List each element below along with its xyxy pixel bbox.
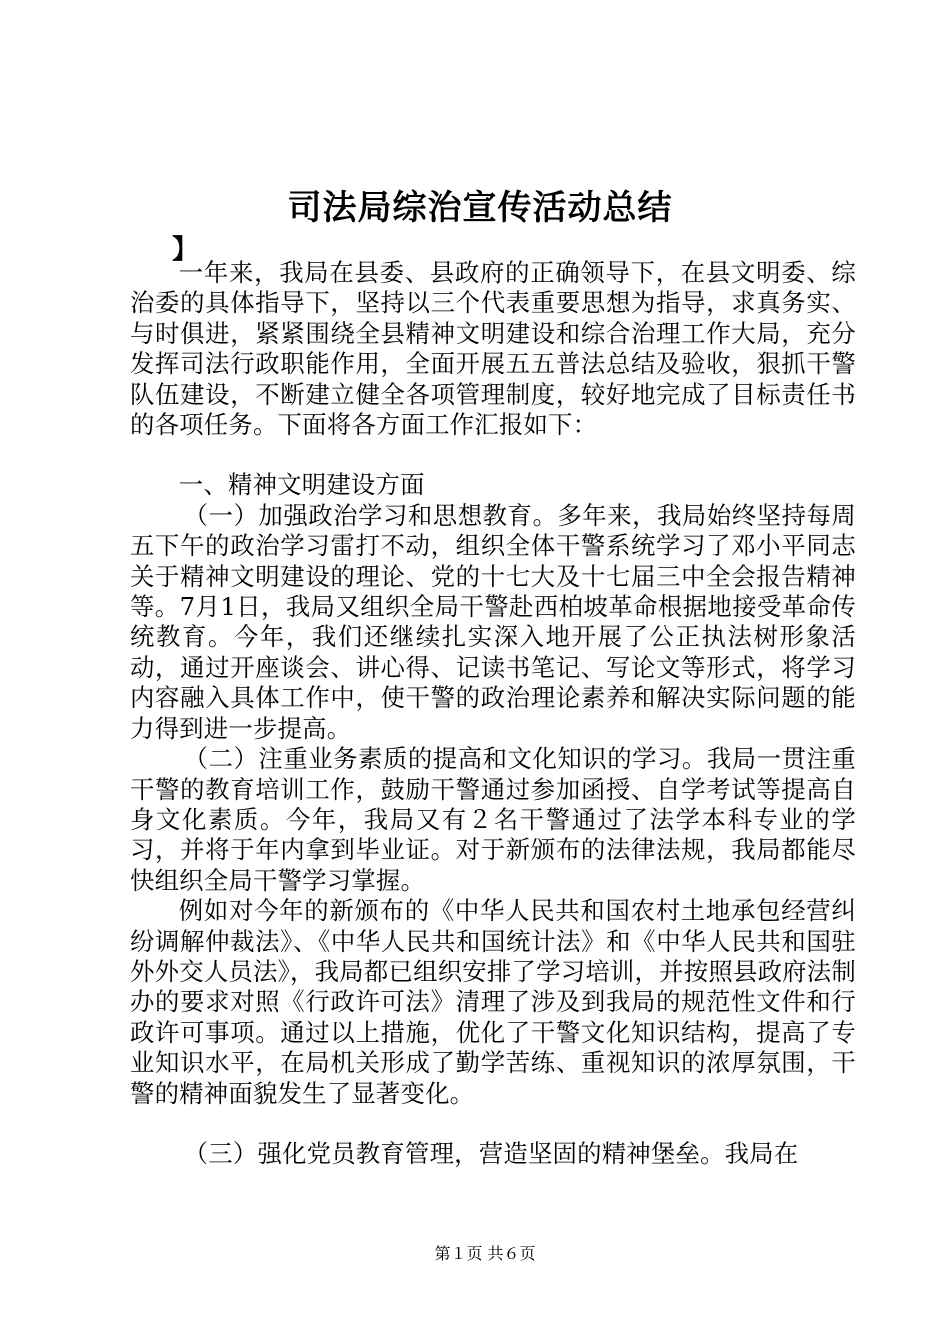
- intro-paragraph: 一年来，我局在县委、县政府的正确领导下，在县文明委、综治委的具体指导下，坚持以三个代表重要思想为指导，求真务实、与时俱进，紧紧围绕全县精神文明建设和综合治理工作大局，充分发挥司法行政职能作用，全面开展五五普法总结及验收，狠抓干警队伍建设，不断建立健全各项管理制度，较好地完成了目标责任书的各项任务。下面将各方面工作汇报如下：: [130, 258, 856, 440]
- page-footer: 第１页 共６页: [434, 1244, 536, 1263]
- body-paragraph: （三）强化党员教育管理，营造坚固的精神堡垒。我局在: [183, 1138, 799, 1168]
- document-title: 司法局综治宣传活动总结: [287, 188, 673, 228]
- document-body: [130, 258, 856, 1169]
- bracket-mark: 】: [172, 235, 199, 265]
- body-paragraph: （一）加强政治学习和思想教育。多年来，我局始终坚持每周五下午的政治学习雷打不动，组织全体干警系统学习了邓小平同志关于精神文明建设的理论、党的十七大及十七届三中全会报告精神等。7月1日，我局又组织全局干警赴西柏坡革命根据地接受革命传统教育。今年，我们还继续扎实深入地开展了公正执法树形象活动，通过开座谈会、讲心得、记读书笔记、写论文等形式，将学习内容融入具体工作中，使干警的政治理论素养和解决实际问题的能力得到进一步提高。: [130, 500, 856, 743]
- section-heading: 一、精神文明建设方面: [178, 470, 425, 500]
- body-paragraph: （二）注重业务素质的提高和文化知识的学习。我局一贯注重干警的教育培训工作，鼓励干警通过参加函授、自学考试等提高自身文化素质。今年，我局又有２名干警通过了法学本科专业的学习，并将于年内拿到毕业证。对于新颁布的法律法规，我局都能尽快组织全局干警学习掌握。: [130, 744, 856, 895]
- body-paragraph: 例如对今年的新颁布的《中华人民共和国农村土地承包经营纠纷调解仲裁法》、《中华人民共和国统计法》和《中华人民共和国驻外外交人员法》，我局都已组织安排了学习培训，并按照县政府法制办的要求对照《行政许可法》清理了涉及到我局的规范性文件和行政许可事项。通过以上措施，优化了干警文化知识结构，提高了专业知识水平，在局机关形成了勤学苦练、重视知识的浓厚氛围，干警的精神面貌发生了显著变化。: [130, 896, 856, 1108]
